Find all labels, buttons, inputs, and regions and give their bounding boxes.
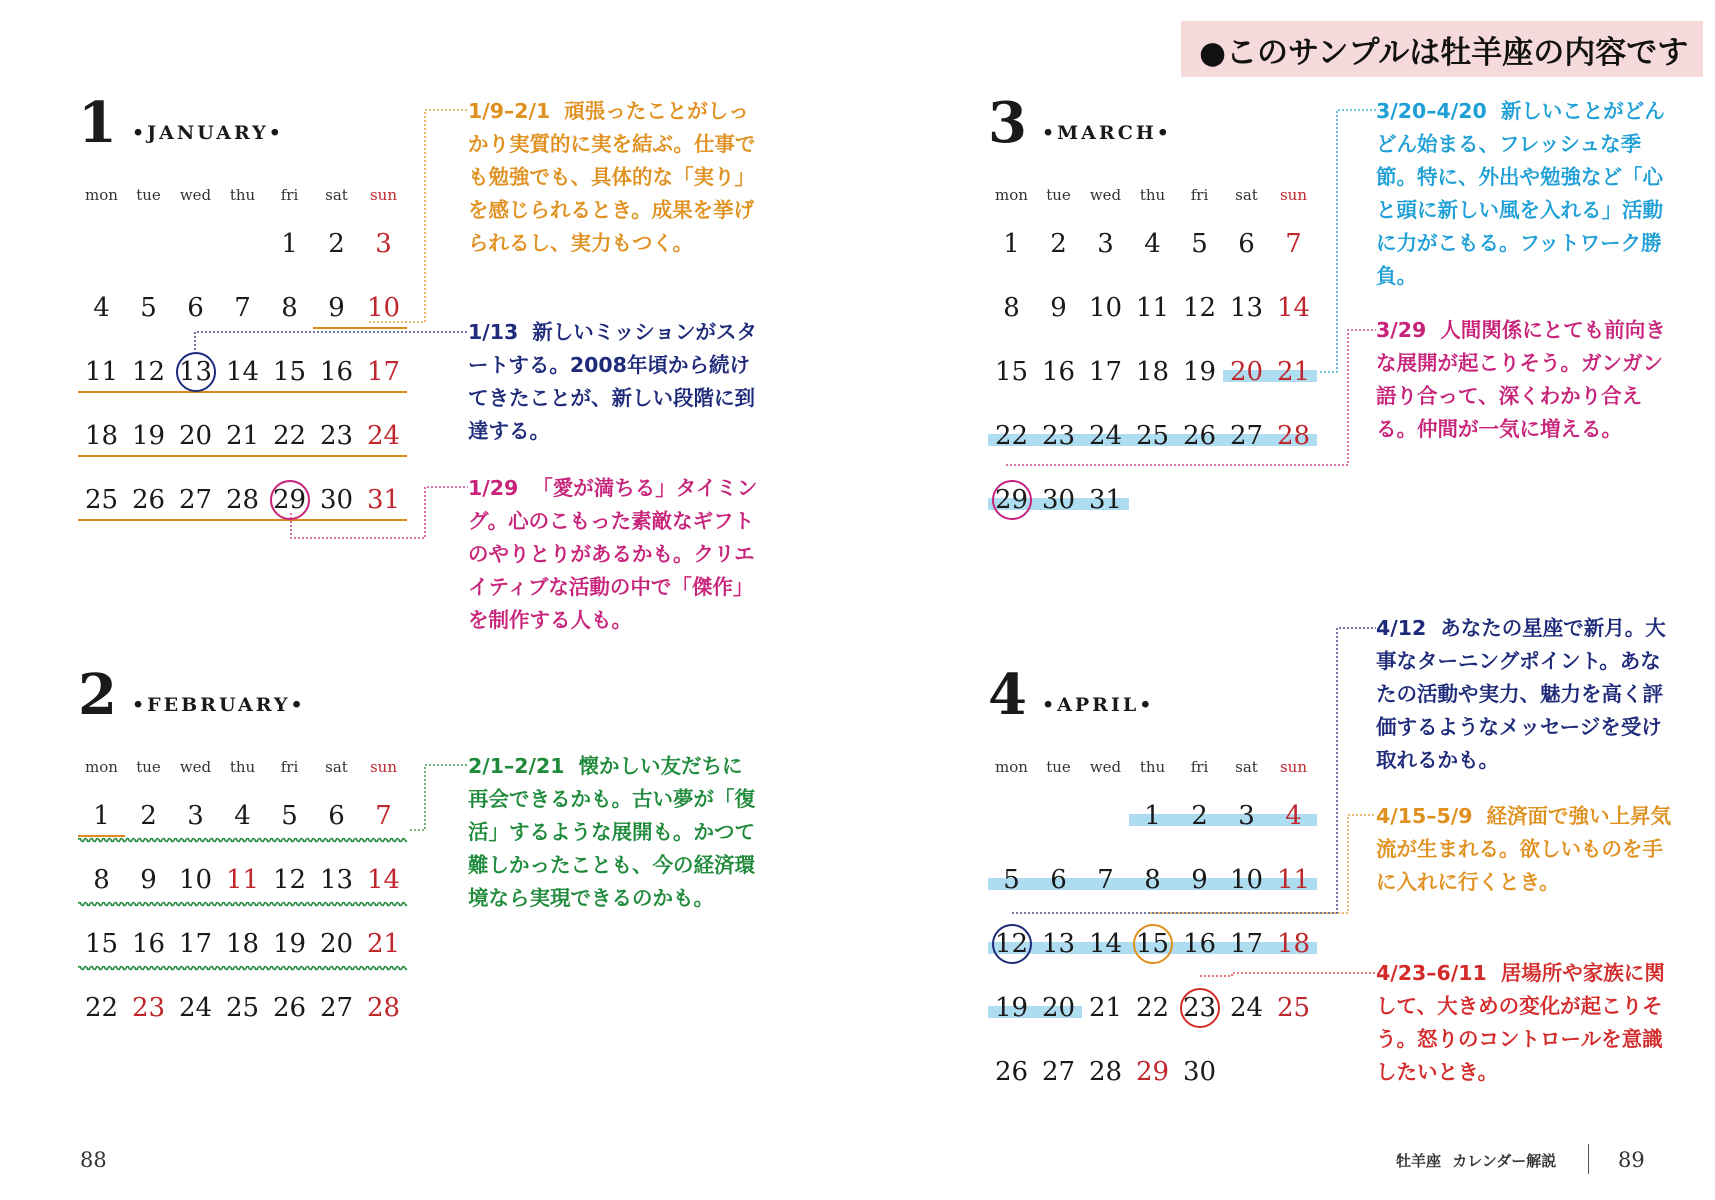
day-cell: 15 (994, 357, 1029, 387)
day-cell: 19 (272, 929, 307, 959)
note-apr-1 (1376, 612, 1676, 777)
day-cell: 9 (328, 293, 345, 323)
day-cell: 3 (187, 801, 204, 831)
weekday-wed: wed (179, 758, 212, 776)
weekday-fri: fri (280, 186, 299, 204)
day-cell: 14 (1276, 293, 1311, 323)
day-cell: 20 (178, 421, 213, 451)
day-cell: 25 (1276, 993, 1311, 1023)
day-cell: 10 (1088, 293, 1123, 323)
day-cell: 22 (272, 421, 307, 451)
note-jan-1 (468, 95, 758, 260)
day-cell: 7 (1285, 229, 1302, 259)
day-cell: 12 (994, 929, 1029, 959)
day-cell: 2 (1191, 801, 1208, 831)
note-mar-2 (1376, 314, 1676, 446)
month-number: 2 (78, 662, 117, 728)
day-cell: 22 (1135, 993, 1170, 1023)
weekday-sun: sun (369, 758, 398, 776)
day-cell: 18 (1135, 357, 1170, 387)
day-cell: 19 (131, 421, 166, 451)
month-name: •JANUARY• (132, 122, 284, 144)
weekday-fri: fri (280, 758, 299, 776)
weekday-fri: fri (1190, 758, 1209, 776)
day-cell: 10 (178, 865, 213, 895)
day-cell: 26 (994, 1057, 1029, 1087)
footer-label: カレンダー解説 (1452, 1152, 1557, 1170)
weekday-wed: wed (1089, 186, 1122, 204)
day-cell: 4 (93, 293, 110, 323)
day-cell: 15 (84, 929, 119, 959)
day-cell: 21 (366, 929, 401, 959)
note-date: 1/29 (468, 476, 519, 500)
note-jan-2 (468, 316, 758, 448)
day-cell: 7 (1097, 865, 1114, 895)
day-cell: 14 (1088, 929, 1123, 959)
day-cell: 17 (1088, 357, 1123, 387)
day-cell: 28 (225, 485, 260, 515)
day-cell: 1 (281, 229, 298, 259)
leader-mar1 (1320, 110, 1376, 372)
day-cell: 8 (281, 293, 298, 323)
weekday-sat: sat (1235, 186, 1258, 204)
day-cell: 1 (1144, 801, 1161, 831)
day-cell: 12 (272, 865, 307, 895)
day-cell: 17 (178, 929, 213, 959)
day-cell: 9 (140, 865, 157, 895)
day-cell: 3 (1238, 801, 1255, 831)
day-cell: 3 (1097, 229, 1114, 259)
weekday-sun: sun (369, 186, 398, 204)
day-grid (78, 792, 408, 1112)
day-cell: 2 (328, 229, 345, 259)
day-cell: 6 (1238, 229, 1255, 259)
circled-day (176, 352, 216, 392)
note-text: 「愛が満ちる」タイミング。心のこもった素敵なギフトのやりとりがあるかも。クリエイティブな活動の中で「傑作」を制作する人も。 (468, 476, 758, 632)
weekday-header (988, 758, 1318, 778)
note-apr-3 (1376, 957, 1676, 1089)
month-name: •MARCH• (1042, 122, 1172, 144)
note-text: 新しいミッションがスタートする。2008年頃から続けてきたことが、新しい段階に到達する。 (468, 320, 757, 443)
day-cell: 13 (1229, 293, 1264, 323)
note-jan-3 (468, 472, 758, 637)
month-number: 3 (988, 90, 1027, 156)
day-cell: 13 (178, 357, 213, 387)
day-cell: 17 (1229, 929, 1264, 959)
day-cell: 11 (84, 357, 119, 387)
day-cell: 27 (1229, 421, 1264, 451)
day-grid (988, 220, 1318, 540)
day-cell: 1 (1003, 229, 1020, 259)
day-cell: 7 (375, 801, 392, 831)
day-cell: 20 (319, 929, 354, 959)
wavy-underline (78, 836, 407, 844)
day-cell: 3 (375, 229, 392, 259)
day-cell: 21 (1276, 357, 1311, 387)
day-cell: 4 (1285, 801, 1302, 831)
day-cell: 30 (1182, 1057, 1217, 1087)
day-cell: 16 (1041, 357, 1076, 387)
weekday-thu: thu (229, 186, 256, 204)
day-cell: 20 (1229, 357, 1264, 387)
day-cell: 29 (272, 485, 307, 515)
footer-divider (1588, 1144, 1589, 1174)
day-cell: 5 (281, 801, 298, 831)
leader-feb1 (410, 765, 468, 830)
day-cell: 23 (1041, 421, 1076, 451)
weekday-mon: mon (85, 186, 118, 204)
circled-day (1133, 924, 1173, 964)
circled-day (992, 924, 1032, 964)
day-grid (78, 220, 408, 540)
note-text: 経済面で強い上昇気流が生まれる。欲しいものを手に入れに行くとき。 (1376, 804, 1672, 894)
page-number-right: 89 (1618, 1148, 1645, 1172)
day-cell: 13 (319, 865, 354, 895)
weekday-sat: sat (1235, 758, 1258, 776)
day-cell: 26 (272, 993, 307, 1023)
day-cell: 6 (328, 801, 345, 831)
weekday-sat: sat (325, 186, 348, 204)
day-cell: 15 (272, 357, 307, 387)
day-cell: 8 (1003, 293, 1020, 323)
day-cell: 29 (1135, 1057, 1170, 1087)
page-footer (1396, 1150, 1556, 1171)
day-cell: 25 (84, 485, 119, 515)
page-number-left: 88 (80, 1148, 107, 1172)
day-cell: 2 (1050, 229, 1067, 259)
day-cell: 23 (319, 421, 354, 451)
weekday-wed: wed (1089, 758, 1122, 776)
weekday-wed: wed (179, 186, 212, 204)
day-cell: 26 (131, 485, 166, 515)
day-cell: 27 (1041, 1057, 1076, 1087)
note-feb-1 (468, 750, 758, 915)
day-cell: 18 (225, 929, 260, 959)
day-cell: 30 (1041, 485, 1076, 515)
sample-badge: ●このサンプルは牡羊座の内容です (1181, 21, 1703, 77)
day-cell: 27 (319, 993, 354, 1023)
weekday-fri: fri (1190, 186, 1209, 204)
day-cell: 9 (1191, 865, 1208, 895)
day-cell: 26 (1182, 421, 1217, 451)
weekday-mon: mon (995, 758, 1028, 776)
day-cell: 8 (1144, 865, 1161, 895)
day-cell: 18 (1276, 929, 1311, 959)
weekday-header (988, 186, 1318, 206)
day-cell: 16 (131, 929, 166, 959)
weekday-header (78, 758, 408, 778)
day-cell: 22 (84, 993, 119, 1023)
day-cell: 31 (1088, 485, 1123, 515)
wavy-underline (78, 964, 407, 972)
day-cell: 28 (1088, 1057, 1123, 1087)
day-cell: 12 (131, 357, 166, 387)
note-date: 1/13 (468, 320, 519, 344)
day-cell: 5 (1191, 229, 1208, 259)
day-cell: 1 (93, 801, 110, 831)
note-text: 人間関係にとても前向きな展開が起こりそう。ガンガン語り合って、深くわかり合える。仲間が一気に増える。 (1376, 318, 1666, 441)
day-cell: 14 (366, 865, 401, 895)
note-text: 頑張ったことがしっかり実質的に実を結ぶ。仕事でも勉強でも、具体的な「実り」を感じられるとき。成果を挙げられるし、実力もつく。 (468, 99, 756, 255)
day-cell: 29 (994, 485, 1029, 515)
circled-day (1180, 988, 1220, 1028)
day-cell: 24 (366, 421, 401, 451)
day-cell: 10 (1229, 865, 1264, 895)
day-cell: 23 (131, 993, 166, 1023)
month-name: •APRIL• (1042, 694, 1155, 716)
weekday-tue: tue (136, 758, 161, 776)
month-name: •FEBRUARY• (132, 694, 306, 716)
day-cell: 11 (225, 865, 260, 895)
weekday-mon: mon (85, 758, 118, 776)
day-cell: 14 (225, 357, 260, 387)
day-cell: 16 (319, 357, 354, 387)
day-cell: 20 (1041, 993, 1076, 1023)
weekday-sun: sun (1279, 186, 1308, 204)
day-cell: 11 (1276, 865, 1311, 895)
note-text: 新しいことがどんどん始まる、フレッシュな季節。特に、外出や勉強など「心と頭に新しい風を入れる」活動に力がこもる。フットワーク勝負。 (1376, 99, 1665, 288)
day-grid (988, 792, 1318, 1112)
day-cell: 15 (1135, 929, 1170, 959)
note-date: 3/20–4/20 (1376, 99, 1487, 123)
day-cell: 28 (1276, 421, 1311, 451)
day-cell: 12 (1182, 293, 1217, 323)
weekday-tue: tue (1046, 186, 1071, 204)
note-text: 居場所や家族に関して、大きめの変化が起こりそう。怒りのコントロールを意識したいとき。 (1376, 961, 1665, 1084)
day-cell: 11 (1135, 293, 1170, 323)
day-cell: 2 (140, 801, 157, 831)
weekday-sat: sat (325, 758, 348, 776)
footer-sign: 牡羊座 (1396, 1152, 1442, 1170)
day-cell: 5 (140, 293, 157, 323)
day-cell: 17 (366, 357, 401, 387)
day-cell: 8 (93, 865, 110, 895)
day-cell: 25 (225, 993, 260, 1023)
month-number: 4 (988, 662, 1027, 728)
note-date: 1/9–2/1 (468, 99, 551, 123)
day-cell: 21 (1088, 993, 1123, 1023)
day-cell: 24 (178, 993, 213, 1023)
day-cell: 13 (1041, 929, 1076, 959)
weekday-thu: thu (1139, 758, 1166, 776)
day-cell: 30 (319, 485, 354, 515)
day-cell: 4 (1144, 229, 1161, 259)
day-cell: 19 (1182, 357, 1217, 387)
note-date: 2/1–2/21 (468, 754, 565, 778)
day-cell: 27 (178, 485, 213, 515)
weekday-thu: thu (229, 758, 256, 776)
note-text: 懐かしい友だちに再会できるかも。古い夢が「復活」するような展開も。かつて難しかったことも、今の経済環境なら実現できるのかも。 (468, 754, 755, 910)
weekday-sun: sun (1279, 758, 1308, 776)
day-cell: 23 (1182, 993, 1217, 1023)
day-cell: 5 (1003, 865, 1020, 895)
note-date: 4/23–6/11 (1376, 961, 1487, 985)
day-cell: 31 (366, 485, 401, 515)
weekday-header (78, 186, 408, 206)
circled-day (992, 480, 1032, 520)
note-date: 4/15–5/9 (1376, 804, 1473, 828)
day-cell: 16 (1182, 929, 1217, 959)
day-cell: 28 (366, 993, 401, 1023)
day-cell: 24 (1229, 993, 1264, 1023)
weekday-thu: thu (1139, 186, 1166, 204)
note-apr-2 (1376, 800, 1676, 899)
day-cell: 18 (84, 421, 119, 451)
weekday-mon: mon (995, 186, 1028, 204)
weekday-tue: tue (136, 186, 161, 204)
day-cell: 7 (234, 293, 251, 323)
day-cell: 19 (994, 993, 1029, 1023)
circled-day (270, 480, 310, 520)
day-cell: 24 (1088, 421, 1123, 451)
weekday-tue: tue (1046, 758, 1071, 776)
day-cell: 10 (366, 293, 401, 323)
note-mar-1 (1376, 95, 1676, 293)
wavy-underline (78, 900, 407, 908)
day-cell: 22 (994, 421, 1029, 451)
day-cell: 6 (1050, 865, 1067, 895)
day-cell: 21 (225, 421, 260, 451)
month-number: 1 (78, 90, 117, 156)
note-date: 4/12 (1376, 616, 1427, 640)
day-cell: 9 (1050, 293, 1067, 323)
note-date: 3/29 (1376, 318, 1427, 342)
note-text: あなたの星座で新月。大事なターニングポイント。あなたの活動や実力、魅力を高く評価するようなメッセージを受け取れるかも。 (1376, 616, 1666, 772)
day-cell: 6 (187, 293, 204, 323)
day-cell: 4 (234, 801, 251, 831)
day-cell: 25 (1135, 421, 1170, 451)
